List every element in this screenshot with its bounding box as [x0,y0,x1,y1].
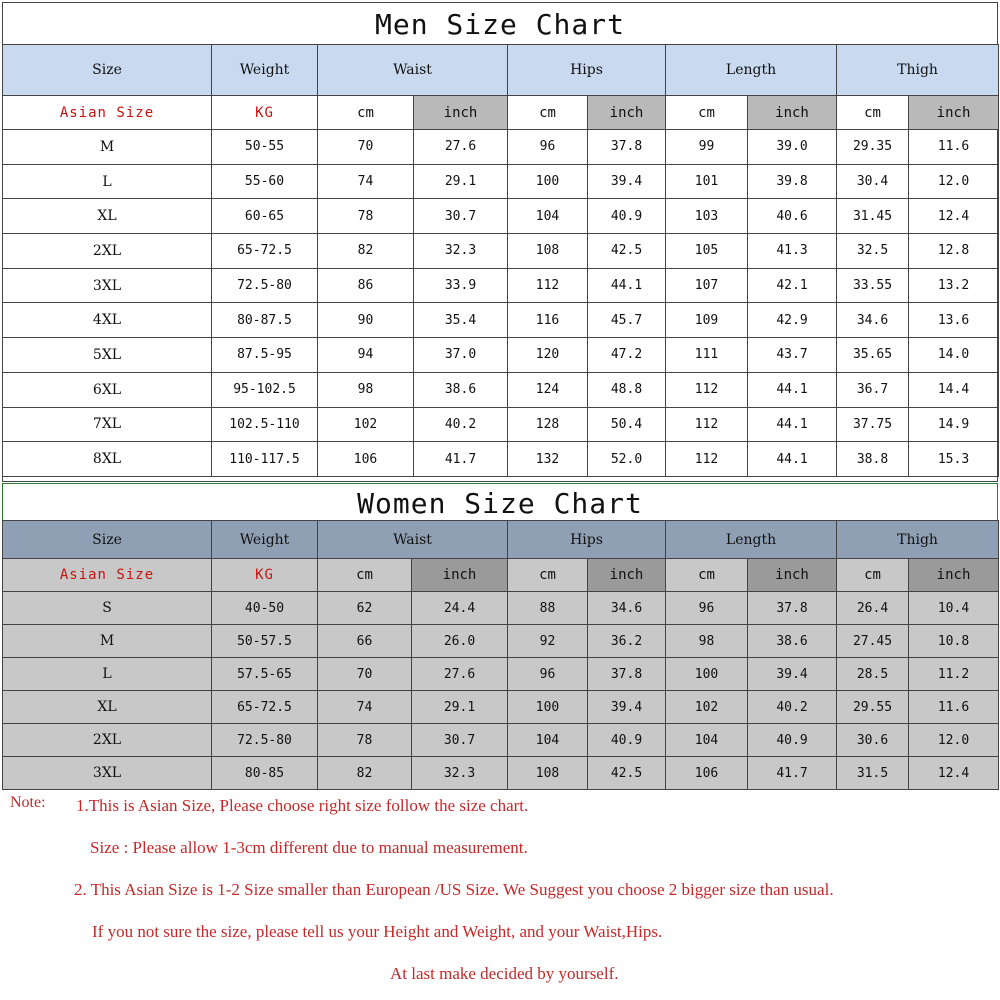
unit-kg: KG [212,96,318,130]
cell-weight: 95-102.5 [212,372,318,407]
cell-thigh-inch: 14.9 [909,407,999,442]
cell-hips-inch: 47.2 [588,338,666,373]
table-row [3,407,999,442]
cell-thigh-cm: 30.6 [837,724,909,757]
unit-hips-cm: cm [508,559,588,592]
women-header-row [3,521,999,559]
cell-thigh-cm: 36.7 [837,372,909,407]
cell-length-inch: 40.6 [748,199,837,234]
cell-thigh-inch: 13.6 [909,303,999,338]
cell-length-cm: 98 [666,625,748,658]
cell-thigh-inch: 10.4 [909,592,999,625]
cell-hips-inch: 37.8 [588,658,666,691]
cell-waist-cm: 98 [318,372,414,407]
unit-thigh-inch: inch [909,559,999,592]
cell-size: XL [3,199,212,234]
cell-waist-inch: 29.1 [412,691,508,724]
table-row [3,592,999,625]
cell-weight: 72.5-80 [212,724,318,757]
cell-hips-inch: 40.9 [588,724,666,757]
cell-length-cm: 112 [666,407,748,442]
cell-weight: 40-50 [212,592,318,625]
cell-size: M [3,625,212,658]
note-line-3: 2. This Asian Size is 1-2 Size smaller than European /US Size. We Suggest you choose 2 bigger size than usual. [74,880,834,899]
cell-length-cm: 104 [666,724,748,757]
cell-hips-cm: 92 [508,625,588,658]
cell-hips-inch: 44.1 [588,268,666,303]
cell-thigh-inch: 15.3 [909,442,999,477]
table-row [3,691,999,724]
cell-waist-inch: 30.7 [414,199,508,234]
cell-weight: 102.5-110 [212,407,318,442]
cell-length-inch: 44.1 [748,407,837,442]
table-row [3,268,999,303]
cell-length-cm: 100 [666,658,748,691]
note-line-2: Size : Please allow 1-3cm different due to manual measurement. [90,838,528,857]
cell-waist-inch: 26.0 [412,625,508,658]
men-size-table [2,44,999,477]
cell-waist-cm: 82 [318,234,414,269]
header-weight: Weight [212,521,318,559]
cell-waist-cm: 62 [318,592,412,625]
cell-hips-cm: 108 [508,234,588,269]
cell-thigh-cm: 31.5 [837,757,909,790]
cell-length-inch: 41.7 [748,757,837,790]
women-units-row [3,559,999,592]
men-header-row [3,45,999,96]
unit-length-inch: inch [748,96,837,130]
cell-thigh-inch: 11.6 [909,691,999,724]
cell-hips-cm: 88 [508,592,588,625]
cell-waist-cm: 102 [318,407,414,442]
cell-length-cm: 103 [666,199,748,234]
cell-size: L [3,164,212,199]
cell-waist-inch: 30.7 [412,724,508,757]
unit-waist-cm: cm [318,96,414,130]
cell-thigh-cm: 33.55 [837,268,909,303]
unit-thigh-inch: inch [909,96,999,130]
cell-length-cm: 102 [666,691,748,724]
cell-hips-cm: 96 [508,658,588,691]
cell-waist-inch: 40.2 [414,407,508,442]
note-line-1: 1.This is Asian Size, Please choose right size follow the size chart. [76,796,529,815]
table-row [3,372,999,407]
cell-thigh-inch: 12.0 [909,164,999,199]
cell-length-inch: 39.8 [748,164,837,199]
cell-waist-cm: 78 [318,724,412,757]
cell-size: 8XL [3,442,212,477]
unit-thigh-cm: cm [837,559,909,592]
cell-hips-cm: 128 [508,407,588,442]
cell-length-inch: 40.9 [748,724,837,757]
cell-thigh-inch: 11.2 [909,658,999,691]
unit-hips-inch: inch [588,96,666,130]
cell-weight: 50-57.5 [212,625,318,658]
cell-waist-cm: 70 [318,658,412,691]
unit-hips-cm: cm [508,96,588,130]
cell-thigh-inch: 10.8 [909,625,999,658]
table-row [3,442,999,477]
header-waist: Waist [318,521,508,559]
cell-waist-cm: 90 [318,303,414,338]
cell-hips-cm: 100 [508,691,588,724]
men-units-row [3,96,999,130]
cell-weight: 80-87.5 [212,303,318,338]
header-weight: Weight [212,45,318,96]
cell-waist-cm: 82 [318,757,412,790]
cell-thigh-cm: 26.4 [837,592,909,625]
unit-hips-inch: inch [588,559,666,592]
cell-thigh-inch: 12.8 [909,234,999,269]
men-chart-title: Men Size Chart [374,8,625,41]
cell-waist-inch: 35.4 [414,303,508,338]
header-length: Length [666,521,837,559]
cell-hips-cm: 112 [508,268,588,303]
cell-waist-cm: 70 [318,130,414,165]
cell-size: XL [3,691,212,724]
note-line-4: If you not sure the size, please tell us your Height and Weight, and your Waist,Hips. [92,922,663,941]
cell-length-cm: 105 [666,234,748,269]
cell-size: 3XL [3,268,212,303]
header-size: Size [3,521,212,559]
cell-thigh-cm: 38.8 [837,442,909,477]
unit-waist-inch: inch [412,559,508,592]
unit-waist-inch: inch [414,96,508,130]
header-thigh: Thigh [837,45,999,96]
cell-length-inch: 38.6 [748,625,837,658]
table-row [3,199,999,234]
unit-thigh-cm: cm [837,96,909,130]
cell-hips-cm: 120 [508,338,588,373]
cell-hips-cm: 96 [508,130,588,165]
cell-length-inch: 43.7 [748,338,837,373]
cell-hips-cm: 108 [508,757,588,790]
cell-thigh-inch: 12.4 [909,199,999,234]
unit-kg: KG [212,559,318,592]
cell-waist-inch: 27.6 [414,130,508,165]
cell-size: 2XL [3,724,212,757]
cell-length-cm: 96 [666,592,748,625]
cell-waist-inch: 37.0 [414,338,508,373]
table-row [3,234,999,269]
cell-thigh-cm: 27.45 [837,625,909,658]
cell-waist-cm: 66 [318,625,412,658]
cell-waist-inch: 32.3 [412,757,508,790]
note-line-5: At last make decided by yourself. [390,964,619,983]
cell-hips-cm: 132 [508,442,588,477]
note-label: Note: [10,794,46,811]
cell-hips-inch: 39.4 [588,691,666,724]
cell-length-inch: 42.9 [748,303,837,338]
cell-weight: 60-65 [212,199,318,234]
cell-waist-inch: 41.7 [414,442,508,477]
cell-hips-inch: 39.4 [588,164,666,199]
cell-weight: 110-117.5 [212,442,318,477]
cell-length-inch: 44.1 [748,442,837,477]
cell-waist-cm: 106 [318,442,414,477]
table-row [3,164,999,199]
cell-thigh-inch: 14.0 [909,338,999,373]
cell-size: 7XL [3,407,212,442]
cell-length-cm: 107 [666,268,748,303]
cell-waist-inch: 38.6 [414,372,508,407]
women-size-table [2,520,999,790]
header-waist: Waist [318,45,508,96]
cell-hips-inch: 34.6 [588,592,666,625]
table-row [3,757,999,790]
header-length: Length [666,45,837,96]
header-thigh: Thigh [837,521,999,559]
cell-thigh-cm: 32.5 [837,234,909,269]
unit-asian-size: Asian Size [3,96,212,130]
cell-waist-cm: 86 [318,268,414,303]
cell-waist-inch: 32.3 [414,234,508,269]
unit-waist-cm: cm [318,559,412,592]
cell-length-cm: 111 [666,338,748,373]
notes-section [0,790,1000,1000]
cell-length-inch: 39.0 [748,130,837,165]
cell-length-inch: 37.8 [748,592,837,625]
cell-weight: 55-60 [212,164,318,199]
table-row [3,130,999,165]
cell-waist-inch: 27.6 [412,658,508,691]
cell-weight: 57.5-65 [212,658,318,691]
cell-length-cm: 109 [666,303,748,338]
cell-length-cm: 106 [666,757,748,790]
cell-thigh-cm: 35.65 [837,338,909,373]
cell-hips-inch: 40.9 [588,199,666,234]
cell-size: 4XL [3,303,212,338]
cell-length-cm: 101 [666,164,748,199]
cell-thigh-inch: 13.2 [909,268,999,303]
cell-hips-cm: 100 [508,164,588,199]
table-row [3,625,999,658]
header-hips: Hips [508,45,666,96]
table-row [3,338,999,373]
cell-thigh-cm: 30.4 [837,164,909,199]
cell-hips-inch: 52.0 [588,442,666,477]
cell-size: 3XL [3,757,212,790]
unit-length-cm: cm [666,96,748,130]
cell-hips-cm: 116 [508,303,588,338]
cell-thigh-cm: 37.75 [837,407,909,442]
cell-hips-inch: 45.7 [588,303,666,338]
cell-thigh-inch: 12.0 [909,724,999,757]
cell-thigh-cm: 28.5 [837,658,909,691]
cell-size: M [3,130,212,165]
unit-asian-size: Asian Size [3,559,212,592]
cell-length-cm: 112 [666,372,748,407]
cell-size: S [3,592,212,625]
cell-waist-inch: 24.4 [412,592,508,625]
women-chart-title: Women Size Chart [357,487,643,520]
cell-hips-inch: 42.5 [588,234,666,269]
cell-thigh-inch: 12.4 [909,757,999,790]
cell-weight: 72.5-80 [212,268,318,303]
cell-length-cm: 99 [666,130,748,165]
cell-waist-inch: 33.9 [414,268,508,303]
cell-weight: 65-72.5 [212,691,318,724]
cell-length-inch: 39.4 [748,658,837,691]
cell-length-inch: 42.1 [748,268,837,303]
cell-hips-inch: 37.8 [588,130,666,165]
header-hips: Hips [508,521,666,559]
cell-hips-inch: 50.4 [588,407,666,442]
cell-waist-inch: 29.1 [414,164,508,199]
cell-size: 6XL [3,372,212,407]
unit-length-inch: inch [748,559,837,592]
unit-length-cm: cm [666,559,748,592]
cell-weight: 50-55 [212,130,318,165]
cell-length-inch: 40.2 [748,691,837,724]
cell-length-inch: 41.3 [748,234,837,269]
cell-thigh-cm: 31.45 [837,199,909,234]
cell-hips-cm: 104 [508,199,588,234]
header-size: Size [3,45,212,96]
cell-thigh-cm: 29.55 [837,691,909,724]
table-row [3,658,999,691]
cell-hips-inch: 42.5 [588,757,666,790]
cell-thigh-cm: 34.6 [837,303,909,338]
cell-weight: 80-85 [212,757,318,790]
cell-hips-cm: 124 [508,372,588,407]
cell-waist-cm: 74 [318,164,414,199]
cell-length-inch: 44.1 [748,372,837,407]
cell-weight: 65-72.5 [212,234,318,269]
cell-thigh-inch: 11.6 [909,130,999,165]
cell-hips-inch: 48.8 [588,372,666,407]
cell-size: 2XL [3,234,212,269]
cell-waist-cm: 94 [318,338,414,373]
cell-waist-cm: 74 [318,691,412,724]
cell-hips-inch: 36.2 [588,625,666,658]
cell-weight: 87.5-95 [212,338,318,373]
cell-hips-cm: 104 [508,724,588,757]
cell-size: 5XL [3,338,212,373]
cell-thigh-inch: 14.4 [909,372,999,407]
table-row [3,724,999,757]
cell-length-cm: 112 [666,442,748,477]
table-row [3,303,999,338]
cell-waist-cm: 78 [318,199,414,234]
cell-size: L [3,658,212,691]
cell-thigh-cm: 29.35 [837,130,909,165]
